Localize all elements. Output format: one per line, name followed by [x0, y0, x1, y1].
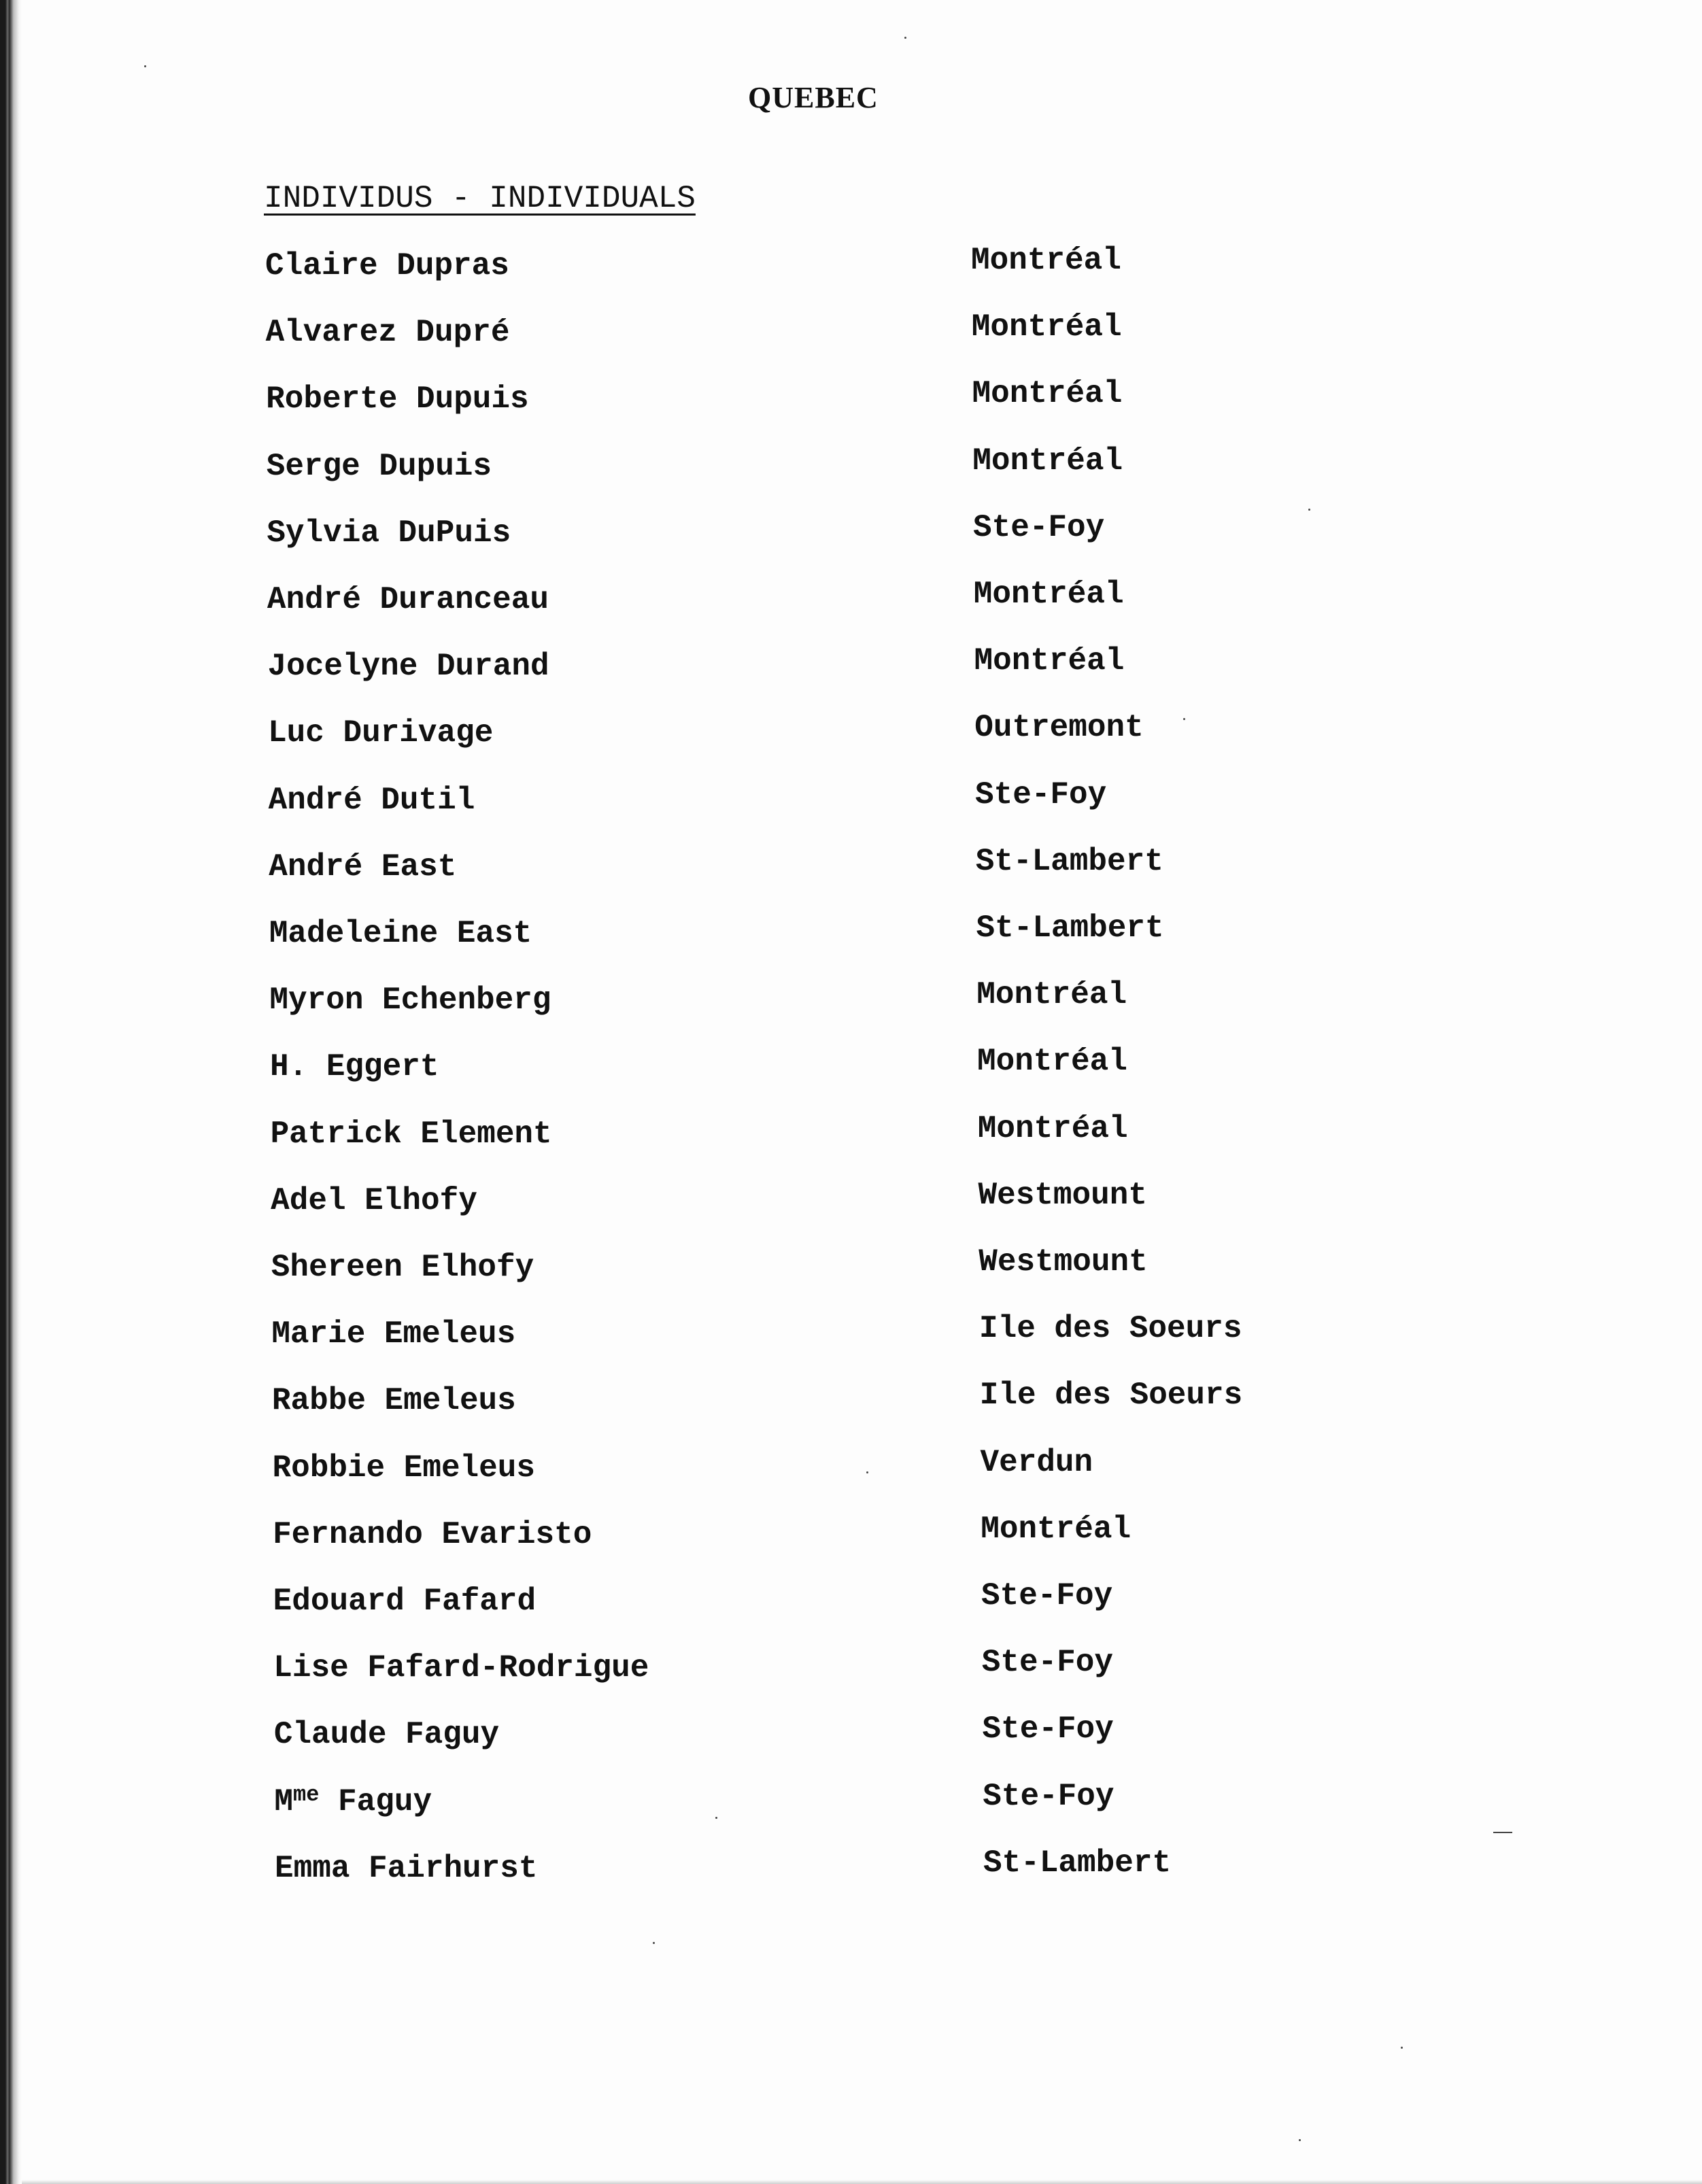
entry-city: Verdun: [980, 1444, 1093, 1480]
entry-city: Montréal: [977, 1110, 1128, 1146]
scan-speck: [715, 1817, 717, 1819]
entry-name: Alvarez Dupré: [265, 315, 510, 351]
entry-name: Madeleine East: [269, 916, 532, 951]
entry-city: Montréal: [976, 977, 1127, 1013]
entry-city: Ste-Foy: [983, 1778, 1114, 1814]
entry-name: André Dutil: [268, 782, 475, 818]
entry-city: Ste-Foy: [981, 1578, 1113, 1614]
entry-name: Marie Emeleus: [271, 1316, 516, 1352]
entry-city: Westmount: [978, 1177, 1147, 1213]
scan-speck: [1299, 2139, 1301, 2141]
entry-city: Montréal: [972, 443, 1123, 479]
entry-city: Ile des Soeurs: [979, 1311, 1242, 1347]
entry-city: Montréal: [981, 1511, 1131, 1547]
entry-city: Ile des Soeurs: [979, 1378, 1243, 1414]
scan-speck: [1401, 2047, 1403, 2049]
entry-name: Shereen Elhofy: [271, 1250, 534, 1285]
entry-city: Outremont: [974, 710, 1144, 746]
entry-name: Patrick Element: [270, 1116, 552, 1152]
entry-name: Claire Dupras: [265, 248, 509, 284]
scan-speck: [904, 37, 906, 39]
document-title: QUEBEC: [748, 81, 879, 114]
entry-name: Claude Faguy: [273, 1717, 500, 1753]
entry-name: Jocelyne Durand: [267, 649, 549, 685]
entry-name: $M^{me}$ Faguy: [274, 1781, 432, 1820]
entry-name: Serge Dupuis: [266, 448, 492, 484]
entry-city: Ste-Foy: [981, 1645, 1113, 1681]
entry-city: St-Lambert: [975, 843, 1163, 879]
entry-city: Ste-Foy: [975, 777, 1107, 813]
entry-name: Robbie Emeleus: [272, 1450, 535, 1486]
entry-name: H. Eggert: [270, 1049, 439, 1085]
scan-speck: [866, 1471, 868, 1473]
entry-name: Roberte Dupuis: [266, 381, 529, 417]
entry-name: André East: [269, 849, 457, 885]
entry-name: Rabbe Emeleus: [271, 1383, 516, 1419]
scan-speck: [1308, 509, 1310, 511]
scan-speck: [144, 65, 146, 67]
entry-city: Montréal: [977, 1044, 1127, 1080]
scan-speck: [1183, 718, 1185, 720]
entry-city: Westmount: [978, 1244, 1148, 1280]
entry-city: St-Lambert: [976, 910, 1164, 946]
entry-name: Adel Elhofy: [271, 1182, 477, 1218]
entry-city: St-Lambert: [983, 1845, 1172, 1881]
entry-city: Montréal: [973, 577, 1124, 612]
entry-city: Montréal: [971, 243, 1121, 278]
entry-city: Montréal: [971, 309, 1122, 345]
entry-name: Fernando Evaristo: [273, 1516, 592, 1552]
entry-name: Edouard Fafard: [273, 1584, 537, 1619]
entry-name: Myron Echenberg: [269, 983, 551, 1019]
entry-name: André Duranceau: [267, 582, 549, 617]
entry-name: Lise Fafard-Rodrigue: [273, 1650, 649, 1686]
entry-city: Ste-Foy: [982, 1711, 1114, 1747]
section-heading: INDIVIDUS - INDIVIDUALS: [264, 181, 696, 216]
entry-name: Sylvia DuPuis: [267, 515, 511, 551]
entry-name: Luc Durivage: [268, 715, 494, 751]
entry-city: Montréal: [972, 376, 1123, 412]
scan-speck: [1493, 1832, 1512, 1833]
scan-speck: [653, 1942, 655, 1944]
entry-city: Ste-Foy: [973, 509, 1105, 545]
entry-name: Emma Fairhurst: [275, 1850, 538, 1886]
entry-city: Montréal: [974, 643, 1125, 679]
